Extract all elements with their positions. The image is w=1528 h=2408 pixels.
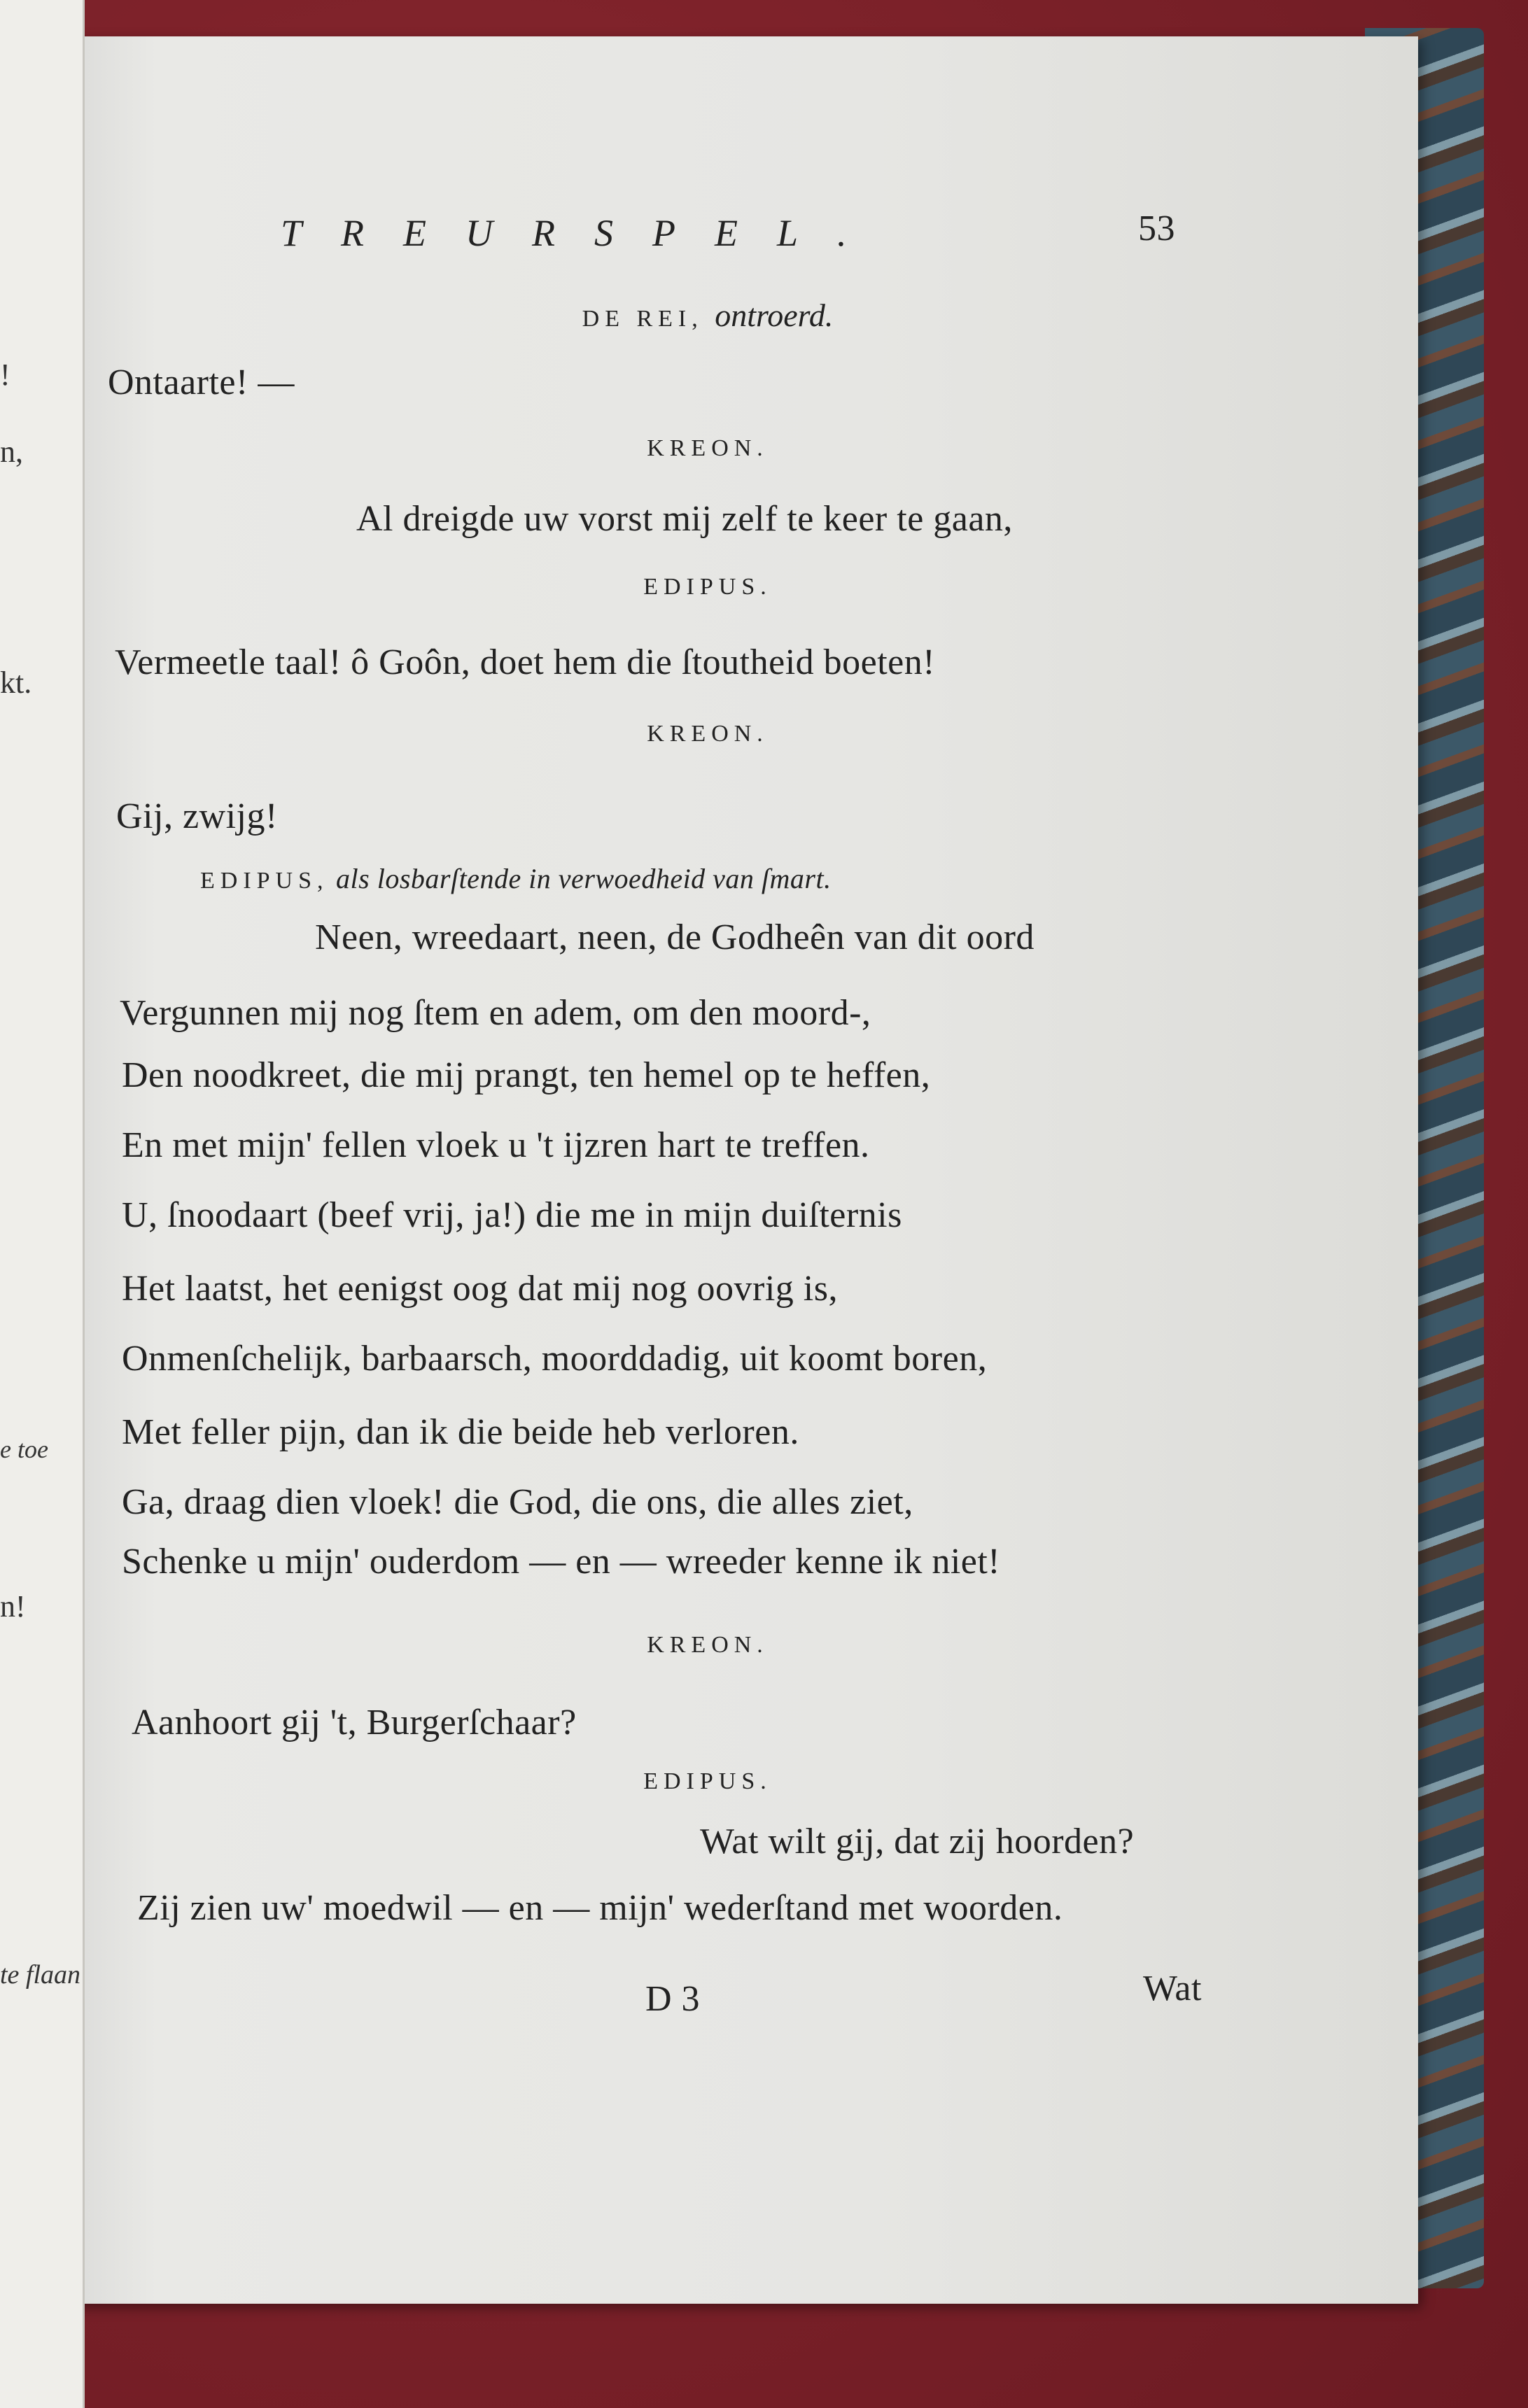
left-fragment: e toe <box>0 1435 48 1463</box>
verse-line: Vergunnen mij nog ſtem en adem, om den moord-, <box>120 993 871 1033</box>
verse-line: Schenke u mijn' ouderdom — en — wreeder kenne ik niet! <box>122 1542 1001 1582</box>
speaker-heading: KREON. <box>647 1632 769 1658</box>
verse-line: Zij zien uw' moedwil — en — mijn' wederſtand met woorden. <box>137 1888 1063 1928</box>
verse-line: Onmenſchelijk, barbaarsch, moorddadig, uit koomt boren, <box>122 1339 988 1379</box>
speaker-heading: KREON. <box>647 721 769 747</box>
verse-line: Wat wilt gij, dat zij hoorden? <box>700 1822 1135 1861</box>
left-fragment: te flaan <box>0 1960 81 1990</box>
speaker-heading: DE REI, ontroerd. <box>582 297 834 333</box>
left-fragment: n! <box>0 1589 26 1624</box>
left-fragment: ! <box>0 358 10 392</box>
left-fragment: n, <box>0 435 23 469</box>
left-page <box>0 0 85 2408</box>
verse-line: Den noodkreet, die mij prangt, ten hemel op te heffen, <box>122 1055 931 1095</box>
verse-line: U, ſnoodaart (beef vrij, ja!) die me in mijn duiſternis <box>122 1195 902 1235</box>
verse-line: Met feller pijn, dan ik die beide heb verloren. <box>122 1412 799 1452</box>
speaker-heading: EDIPUS, als losbarſtende in verwoedheid van ſmart. <box>200 863 832 894</box>
speaker-heading: EDIPUS. <box>643 574 772 600</box>
page-number: 53 <box>1138 209 1175 248</box>
signature-mark: D 3 <box>645 1979 701 2019</box>
verse-line: Aanhoort gij 't, Burgerſchaar? <box>132 1703 577 1742</box>
left-fragment: kt. <box>0 666 32 700</box>
verse-line: Ontaarte! — <box>108 362 295 402</box>
verse-line: Vermeetle taal! ô Goôn, doet hem die ſtoutheid boeten! <box>115 642 936 682</box>
verse-line: Ga, draag dien vloek! die God, die ons, die alles ziet, <box>122 1482 913 1522</box>
verse-line: En met mijn' fellen vloek u 't ijzren hart te treffen. <box>122 1125 870 1165</box>
book-page <box>46 36 1418 2304</box>
catchword: Wat <box>1143 1969 1202 2008</box>
verse-line: Het laatst, het eenigst oog dat mij nog oovrig is, <box>122 1269 838 1309</box>
running-title: TREURSPEL. <box>281 212 886 254</box>
verse-line: Gij, zwijg! <box>116 796 278 836</box>
speaker-heading: KREON. <box>647 435 769 461</box>
speaker-heading: EDIPUS. <box>643 1768 772 1794</box>
verse-line: Neen, wreedaart, neen, de Godheên van dit oord <box>315 917 1035 957</box>
verse-line: Al dreigde uw vorst mij zelf te keer te gaan, <box>356 499 1013 539</box>
